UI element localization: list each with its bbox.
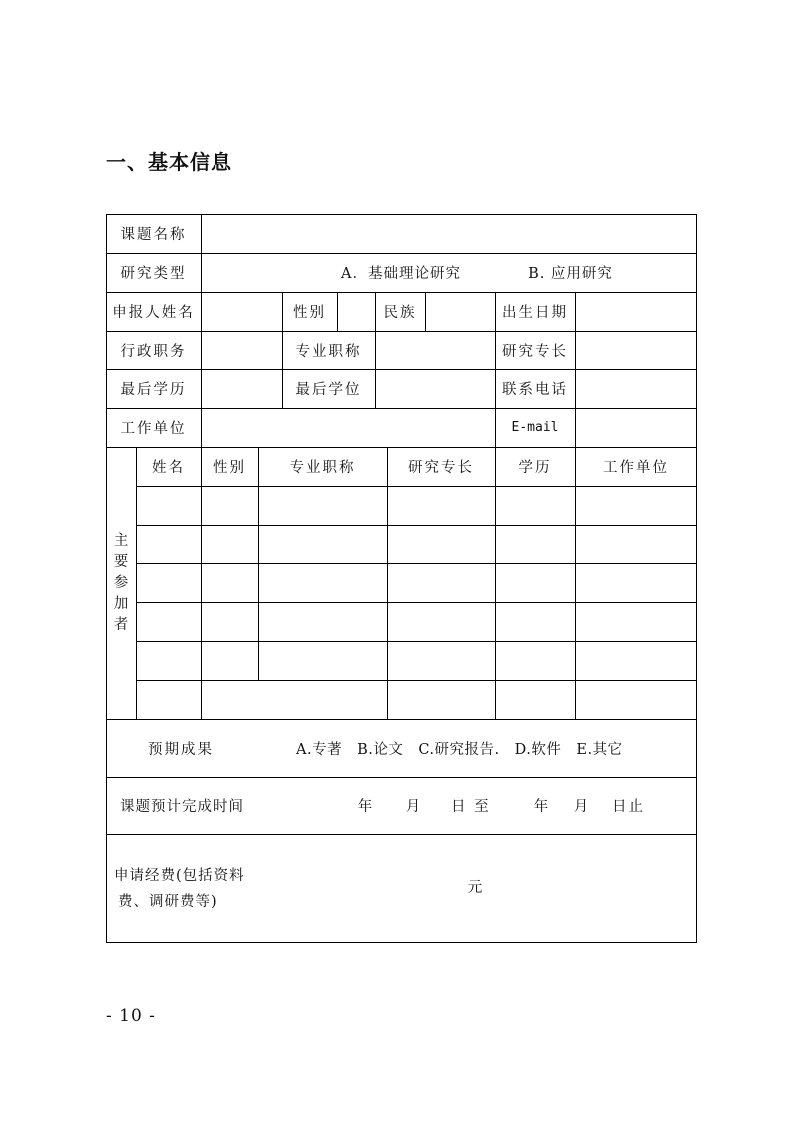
gender-field[interactable] — [337, 292, 375, 331]
label-birth-date: 出生日期 — [502, 305, 568, 321]
label-applicant-name: 申报人姓名 — [112, 305, 195, 321]
email-field[interactable] — [575, 408, 697, 447]
completion-day-1-to: 日 至 — [451, 799, 491, 815]
participants-header-gender: 性别 — [213, 460, 246, 476]
birth-date-field[interactable] — [575, 292, 697, 331]
basic-info-form — [106, 214, 697, 943]
label-topic-name: 课题名称 — [120, 227, 187, 243]
label-completion-time: 课题预计完成时间 — [120, 799, 244, 815]
label-expected-outcomes: 预期成果 — [148, 741, 214, 758]
side-label-char: 参 — [113, 574, 129, 591]
funding-label-line2: 费、调研费等) — [118, 893, 218, 910]
label-email: E-mail — [511, 420, 559, 435]
label-phone: 联系电话 — [502, 382, 568, 398]
label-last-education: 最后学历 — [120, 382, 187, 398]
participants-header-education: 学历 — [518, 460, 552, 476]
completion-year-2: 年 — [533, 799, 551, 815]
label-research-specialty: 研究专长 — [502, 343, 568, 360]
label-admin-position: 行政职务 — [120, 343, 187, 360]
last-education-field[interactable] — [201, 369, 282, 408]
participants-side-label — [106, 447, 136, 719]
label-funding — [106, 834, 286, 943]
research-specialty-field[interactable] — [575, 331, 697, 369]
work-unit-field[interactable] — [201, 408, 495, 447]
label-professional-title: 专业职称 — [295, 343, 362, 360]
participants-header-work-unit: 工作单位 — [603, 460, 669, 476]
ethnicity-field[interactable] — [425, 292, 495, 331]
label-ethnicity: 民族 — [383, 305, 417, 321]
research-type-option-a[interactable]: A．基础理论研究 — [341, 266, 461, 282]
funding-label-line1: 申请经费(包括资料 — [114, 867, 245, 884]
side-label-char: 要 — [113, 553, 129, 570]
section-title: 一、基本信息 — [106, 150, 232, 174]
participants-header-specialty: 研究专长 — [408, 460, 474, 476]
completion-month-2: 月 — [573, 799, 591, 815]
label-work-unit: 工作单位 — [120, 421, 187, 437]
participants-header-title: 专业职称 — [289, 460, 356, 476]
funding-unit: 元 — [467, 880, 485, 896]
admin-position-field[interactable] — [201, 331, 282, 369]
completion-year-1: 年 — [357, 799, 375, 815]
professional-title-field[interactable] — [375, 331, 495, 369]
applicant-name-field[interactable] — [201, 292, 282, 331]
topic-name-field[interactable] — [201, 214, 697, 253]
page-number: - 10 - — [106, 1006, 156, 1026]
research-type-option-b[interactable]: B. 应用研究 — [528, 266, 613, 282]
participants-header-name: 姓名 — [152, 460, 185, 476]
completion-month-1: 月 — [405, 799, 423, 815]
last-degree-field[interactable] — [375, 369, 495, 408]
side-label-char: 者 — [113, 616, 129, 633]
label-gender: 性别 — [293, 305, 326, 321]
label-research-type: 研究类型 — [120, 266, 187, 282]
phone-field[interactable] — [575, 369, 697, 408]
completion-day-2-end: 日止 — [612, 799, 645, 815]
side-label-char: 加 — [113, 595, 129, 612]
expected-outcomes-options[interactable]: A.专著 B.论文 C.研究报告. D.软件 E.其它 — [296, 741, 623, 758]
label-last-degree: 最后学位 — [295, 382, 362, 398]
side-label-char: 主 — [113, 532, 129, 549]
